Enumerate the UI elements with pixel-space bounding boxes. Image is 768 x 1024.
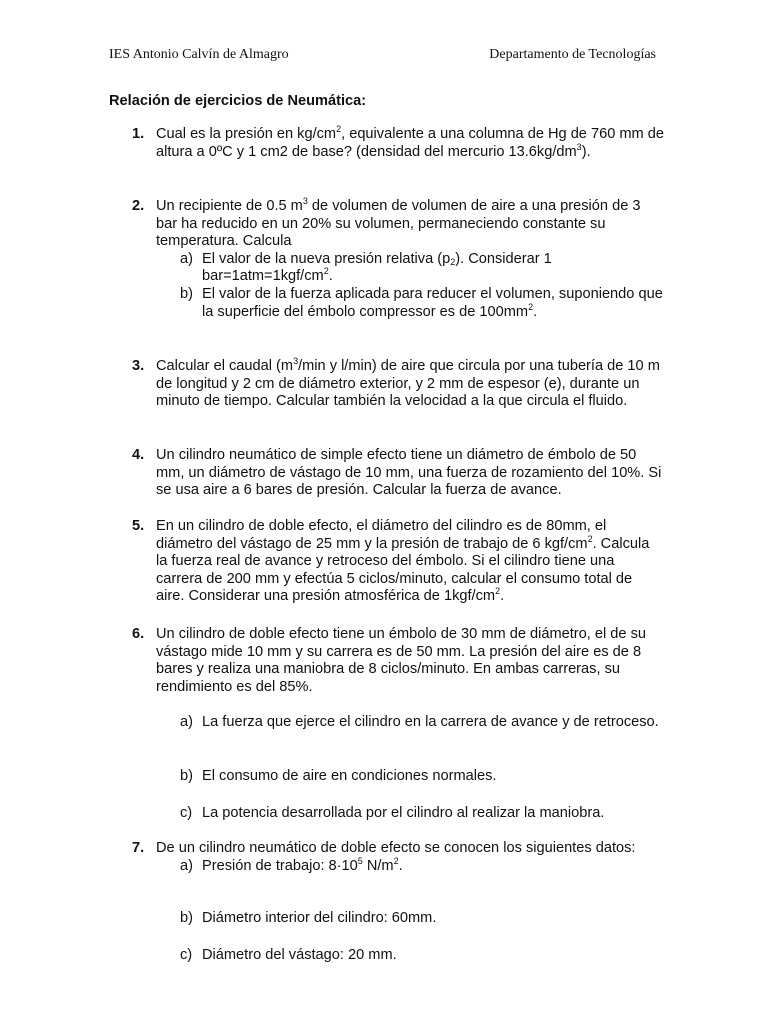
exercise-subitem-a: a) Presión de trabajo: $8\cdot 10^5$ $N/m^2$. <box>180 855 403 874</box>
exercise-7 <box>109 840 664 875</box>
exercise-text: Un cilindro de doble efecto tiene un émbolo de 30 mm de diámetro, el de su vástago mide 10 mm y su carrera es de 50 mm. La presión del aire es de 8 bares y realiza una maniobra de 8 ciclos/minuto. En ambas carreras, su rendimiento es del 85%. <box>156 626 646 695</box>
exercise-6-subitem-a: a) La fuerza que ejerce el cilindro en la carrera de avance y de retroceso. <box>180 714 659 730</box>
header-school: IES Antonio Calvín de Almagro <box>109 47 289 62</box>
page-header <box>109 46 656 64</box>
exercise-number: 7. <box>132 840 145 856</box>
exercise-5 <box>109 518 664 606</box>
exercise-text: En un cilindro de doble efecto, el diámetro del cilindro es de 80mm, el diámetro del vástago de 25 mm y la presión de trabajo de 6 kgf/$cm^2$. Calcula la fuerza real de avance y retroceso del émbolo. Si el cilindro tiene una carrera de 200 mm y efectúa 5 ciclos/minuto, calcular el consumo total de aire. Considerar una presión atmosférica de $1kgf/cm^2$. <box>156 518 650 605</box>
exercise-2 <box>109 198 664 321</box>
exercise-text: Cual es la presión en $kg/cm^2$, equivalente a una columna de Hg de 760 mm de altura a 0ºC y 1 cm2 de base? (densidad del mercurio $13.6kg/dm^3$). <box>156 124 664 160</box>
exercise-4 <box>109 447 664 500</box>
exercise-1 <box>109 126 664 161</box>
exercise-text: De un cilindro neumático de doble efecto se conocen los siguientes datos: a) Presión de trabajo: $8\cdot 10^5$ $N/m^2$. <box>156 840 664 875</box>
exercise-text: Calcular el caudal ($m^3/\min$ y l/min) de aire que circula por una tubería de 10 m de longitud y 2 cm de diámetro exterior, y 2 mm de espesor (e), durante un minuto de tiempo. Calcular también la velocidad a la que circula el fluido. <box>156 356 660 410</box>
exercise-subitem-a: a) El valor de la nueva presión relativa $(p_2)$. Considerar 1 $bar=1atm=1kgf/cm^2$. <box>180 250 552 285</box>
exercise-number: 4. <box>132 447 145 463</box>
exercise-number: 1. <box>132 126 145 142</box>
exercise-text: Un recipiente de 0.5 $m^3$ de volumen de volumen de aire a una presión de 3 bar ha reducido en un 20% su volumen, permaneciendo constante su temperatura. Calcula a) El valor de la nueva presión relativa $(p_2)$. Considerar 1 $bar=1atm=1kgf/cm^2$. b) El valor de la fuerza aplicada para reducer el volumen, suponiendo que la superficie del émbolo compressor es de $100mm^2$. <box>156 196 663 320</box>
exercise-6 <box>109 626 664 696</box>
exercise-number: 6. <box>132 626 145 642</box>
exercise-number: 2. <box>132 198 145 214</box>
exercise-6-subitem-c: c) La potencia desarrollada por el cilindro al realizar la maniobra. <box>180 805 605 821</box>
exercise-text: Un cilindro neumático de simple efecto tiene un diámetro de émbolo de 50 mm, un diámetro de vástago de 10 mm, una fuerza de rozamiento del 10%. Si se usa aire a 6 bares de presión. Calcular la fuerza de avance. <box>156 447 662 499</box>
exercise-subitem-b: b) El valor de la fuerza aplicada para reducer el volumen, suponiendo que la superficie del émbolo compressor es de $100mm^2$. <box>180 285 663 320</box>
page-title: Relación de ejercicios de Neumática: <box>109 93 367 109</box>
header-department: Departamento de Tecnologías <box>489 47 656 62</box>
exercise-number: 5. <box>132 518 145 534</box>
exercise-number: 3. <box>132 358 145 374</box>
exercise-7-subitem-c: c) Diámetro del vástago: 20 mm. <box>180 947 397 963</box>
exercise-6-subitem-b: b) El consumo de aire en condiciones normales. <box>180 768 497 784</box>
exercise-3 <box>109 358 664 411</box>
exercise-7-subitem-b: b) Diámetro interior del cilindro: 60mm. <box>180 910 437 926</box>
